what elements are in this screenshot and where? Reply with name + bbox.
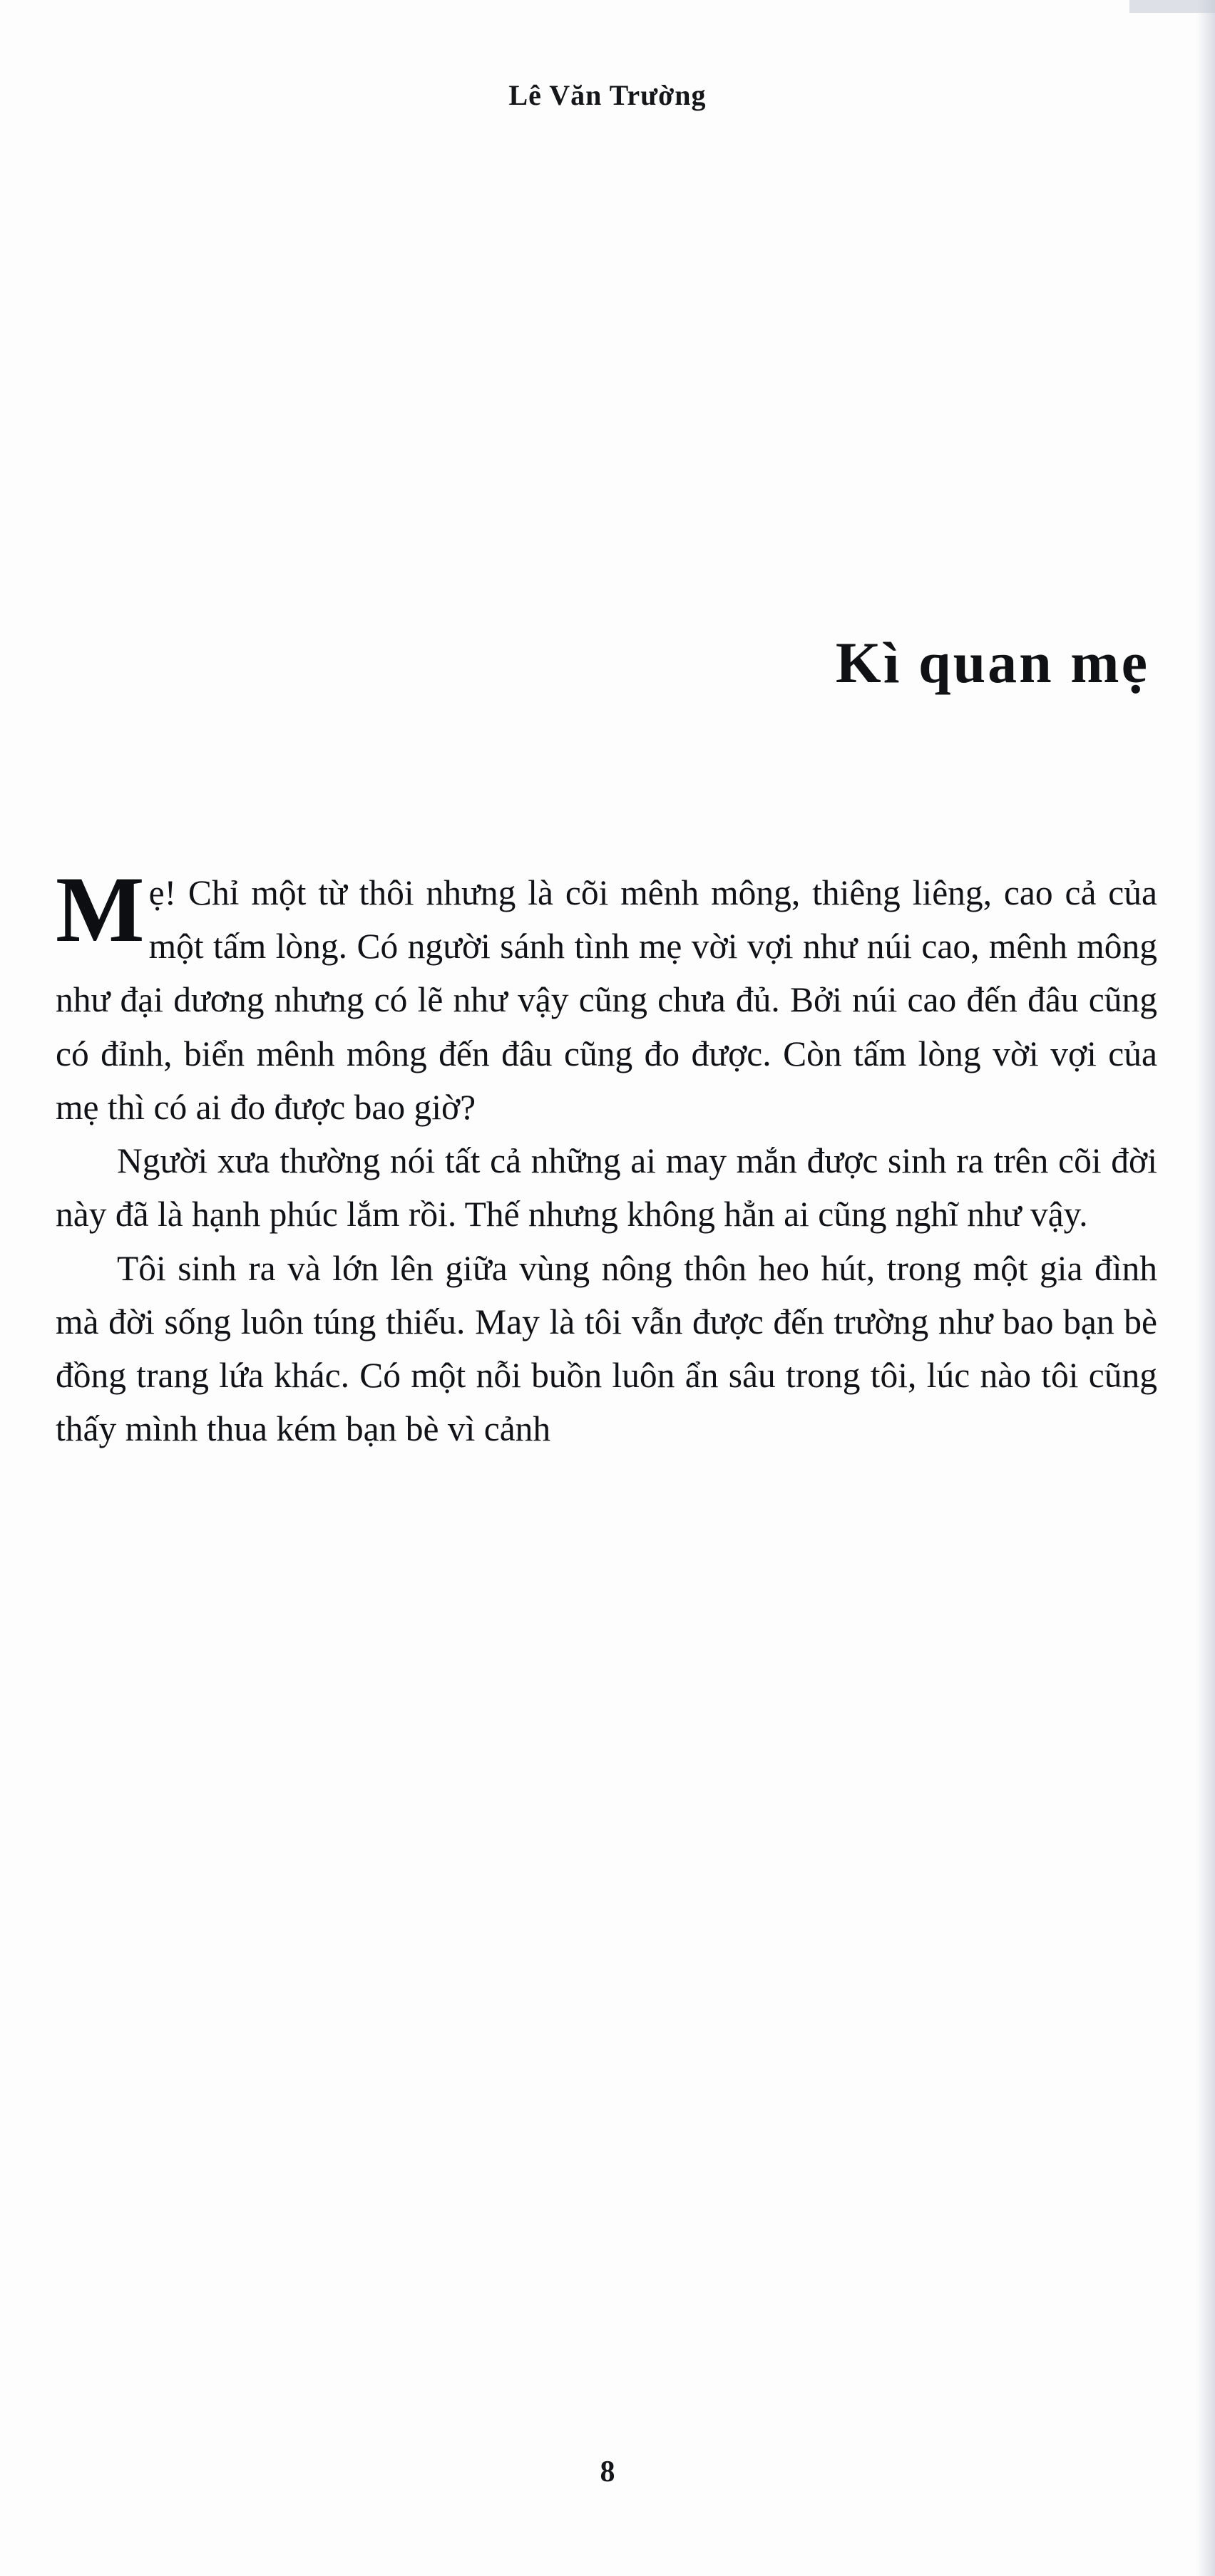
bleed-through-ghost-text (43, 335, 299, 606)
running-head-author: Lê Văn Trường (508, 79, 707, 111)
paragraph-2: Người xưa thường nói tất cả những ai may mắn được sinh ra trên cõi đời này đã là hạnh phúc lắm rồi. Thế nhưng không hẳn ai cũng nghĩ như vậy. (56, 1141, 1157, 1235)
page-edge-shadow (1196, 0, 1215, 2576)
body-text (56, 857, 1157, 1456)
drop-cap: M (56, 857, 145, 962)
page-number: 8 (600, 2456, 615, 2488)
paragraph-3: Tôi sinh ra và lớn lên giữa vùng nông thôn heo hút, trong một gia đình mà đời sống luôn túng thiếu. May là tôi vẫn được đến trường như bao bạn bè đồng trang lứa khác. Có một nỗi buồn luôn ẩn sâu trong tôi, lúc nào tôi cũng thấy mình thua kém bạn bè vì cảnh (56, 1248, 1157, 1449)
paragraph-1 (56, 857, 1157, 1134)
chapter-title: Kì quan mẹ (835, 629, 1149, 695)
page-edge-top-shadow (1129, 0, 1215, 13)
paragraph-1-text: ẹ! Chỉ một từ thôi nhưng là cõi mênh mông, thiêng liêng, cao cả của một tấm lòng. Có người sánh tình mẹ vời vợi như núi cao, mênh mông như đại dương nhưng có lẽ như vậy cũng chưa đủ. Bởi núi cao đến đâu cũng có đỉnh, biển mênh mông đến đâu cũng đo được. Còn tấm lòng vời vợi của mẹ thì có ai đo được bao giờ? (56, 873, 1157, 1127)
